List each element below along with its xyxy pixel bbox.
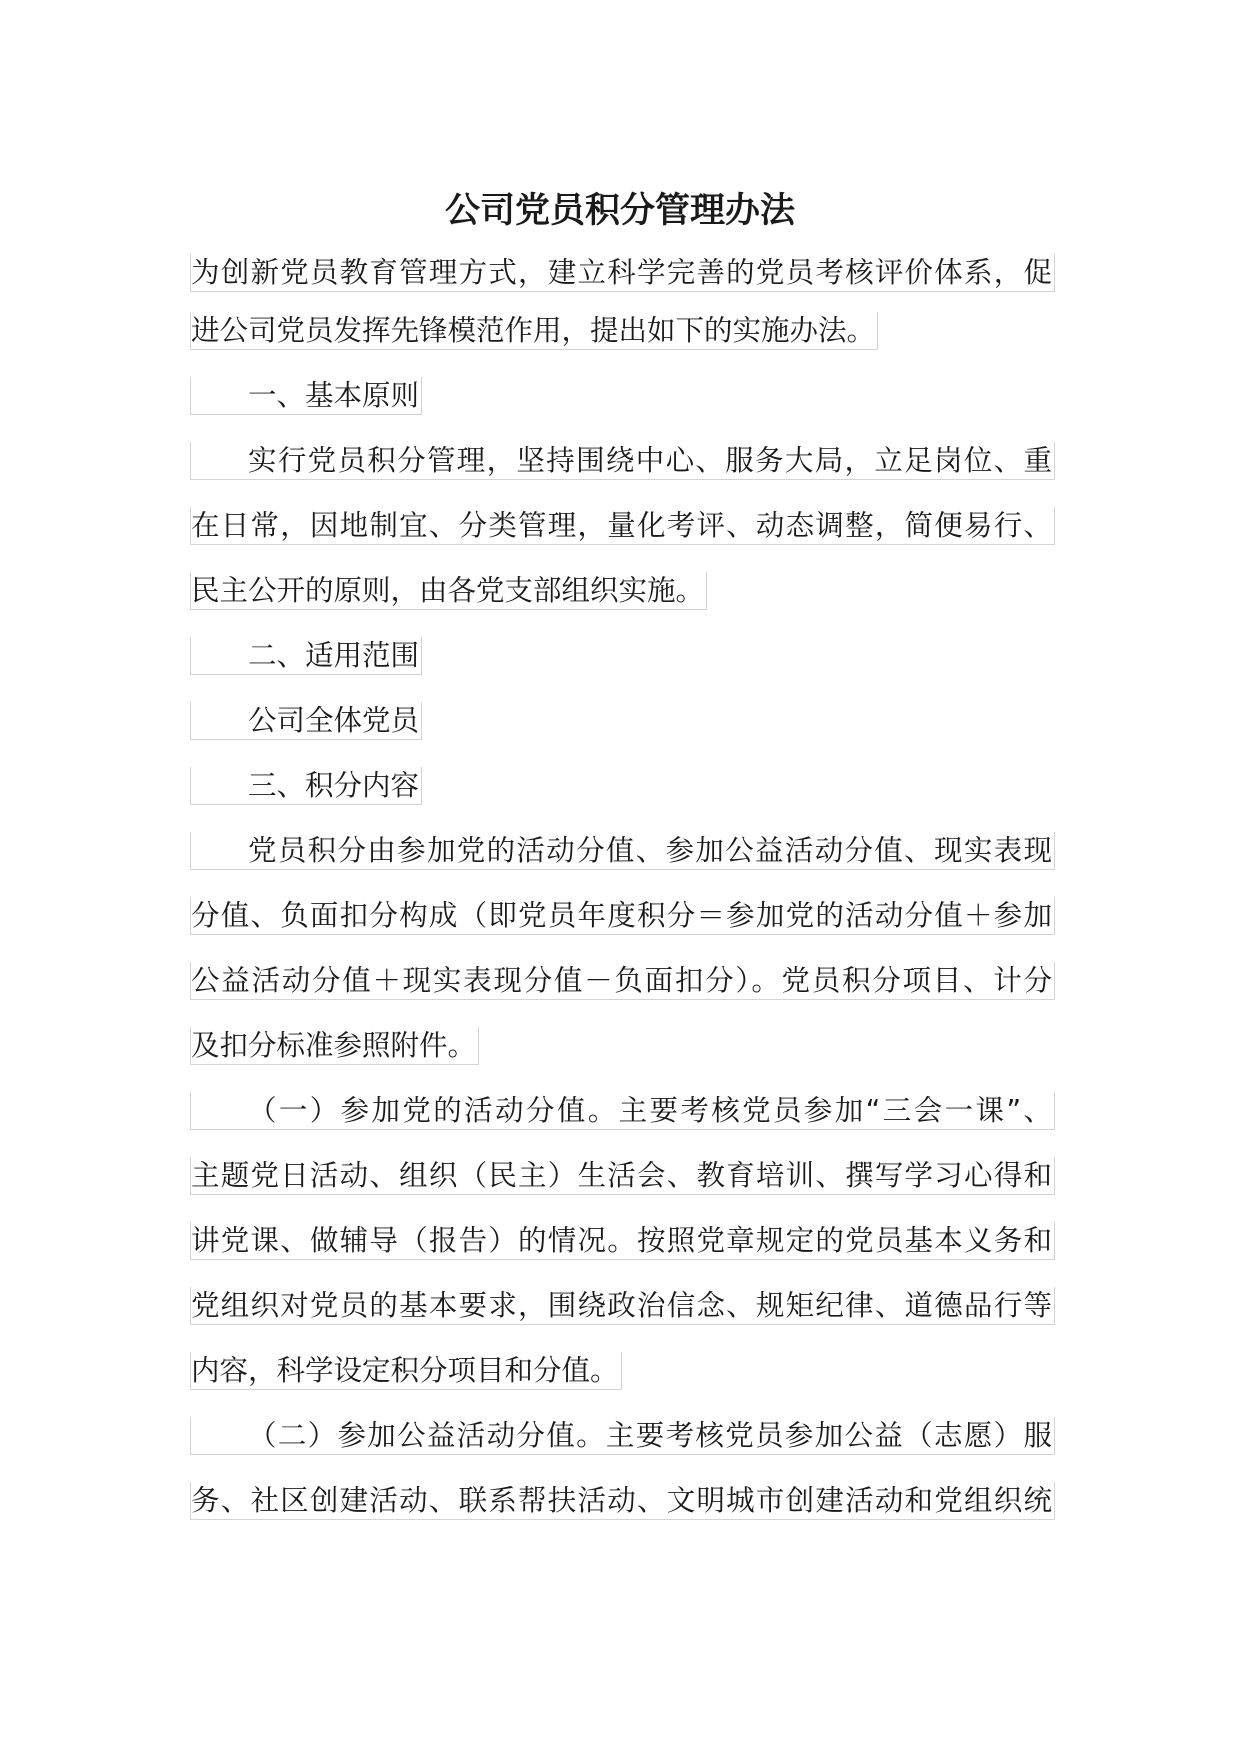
section-heading: 一、基本原则 xyxy=(190,377,422,415)
body-line: 公益活动分值＋现实表现分值－负面扣分）。党员积分项目、计分 xyxy=(190,962,1055,1000)
body-line: 为创新党员教育管理方式，建立科学完善的党员考核评价体系，促 xyxy=(190,254,1055,292)
section-heading: 三、积分内容 xyxy=(190,767,422,805)
body-line: （二）参加公益活动分值。主要考核党员参加公益（志愿）服 xyxy=(190,1417,1055,1455)
body-line: 讲党课、做辅导（报告）的情况。按照党章规定的党员基本义务和 xyxy=(190,1222,1055,1260)
section-heading: 二、适用范围 xyxy=(190,637,422,675)
body-line: 党员积分由参加党的活动分值、参加公益活动分值、现实表现 xyxy=(190,832,1055,870)
body-line: 公司全体党员 xyxy=(190,702,422,740)
body-line: 在日常，因地制宜、分类管理，量化考评、动态调整，简便易行、 xyxy=(190,507,1055,545)
body-line: 实行党员积分管理，坚持围绕中心、服务大局，立足岗位、重 xyxy=(190,442,1055,480)
body-line: 内容，科学设定积分项目和分值。 xyxy=(190,1352,622,1390)
body-line: 及扣分标准参照附件。 xyxy=(190,1027,479,1065)
body-line: 党组织对党员的基本要求，围绕政治信念、规矩纪律、道德品行等 xyxy=(190,1287,1055,1325)
body-line: 分值、负面扣分构成（即党员年度积分＝参加党的活动分值＋参加 xyxy=(190,897,1055,935)
body-line: 进公司党员发挥先锋模范作用，提出如下的实施办法。 xyxy=(190,312,878,350)
body-line: 务、社区创建活动、联系帮扶活动、文明城市创建活动和党组织统 xyxy=(190,1482,1055,1520)
body-line: 民主公开的原则，由各党支部组织实施。 xyxy=(190,572,707,610)
document-title: 公司党员积分管理办法 xyxy=(444,191,795,231)
body-line: 主题党日活动、组织（民主）生活会、教育培训、撰写学习心得和 xyxy=(190,1157,1055,1195)
body-line: （一）参加党的活动分值。主要考核党员参加“三会一课”、 xyxy=(190,1092,1055,1130)
